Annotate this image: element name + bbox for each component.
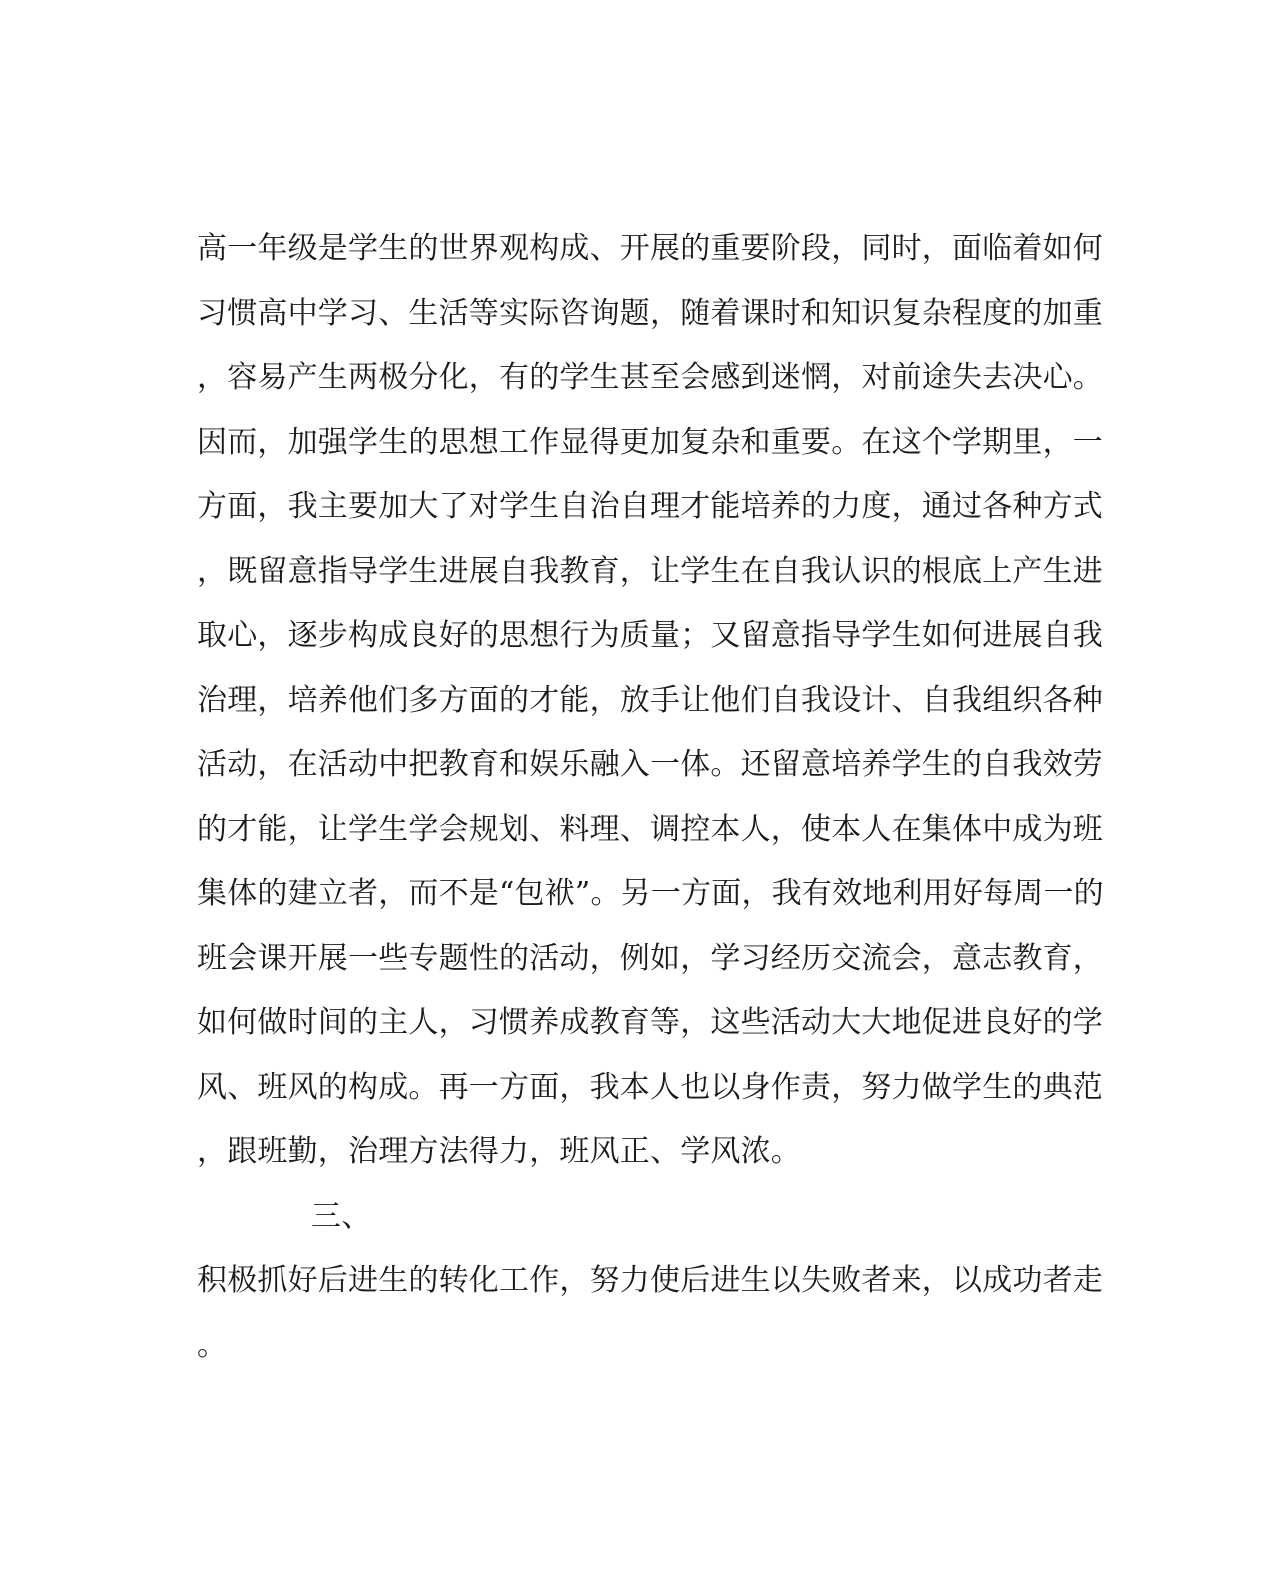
text-line: 活动，在活动中把教育和娱乐融入一体。还留意培养学生的自我效劳 [197, 747, 1103, 782]
text-line: 习惯高中学习、生活等实际咨询题，随着课时和知识复杂程度的加重 [197, 295, 1103, 331]
body-text [197, 225, 1104, 1386]
text-line: ，跟班勤，治理方法得力，班风正、学风浓。 [197, 1134, 801, 1169]
text-line: 风、班风的构成。再一方面，我本人也以身作责，努力做学生的典范 [197, 1069, 1103, 1105]
text-line: 集体的建立者，而不是“包袱”。另一方面，我有效地利用好每周一的 [197, 876, 1104, 911]
text-line: 方面，我主要加大了对学生自治自理才能培养的力度，通过各种方式 [197, 489, 1103, 524]
text-line: ，既留意指导学生进展自我教育，让学生在自我认识的根底上产生进 [197, 553, 1103, 589]
text-line: 治理，培养他们多方面的才能，放手让他们自我设计、自我组织各种 [197, 682, 1103, 718]
text-line: 如何做时间的主人，习惯养成教育等，这些活动大大地促进良好的学 [197, 1005, 1103, 1040]
text-line: 积极抓好后进生的转化工作，努力使后进生以失败者来，以成功者走 [197, 1263, 1103, 1298]
text-line: 班会课开展一些专题性的活动，例如，学习经历交流会，意志教育， [197, 940, 1103, 976]
text-line: 高一年级是学生的世界观构成、开展的重要阶段，同时，面临着如何 [197, 231, 1103, 266]
text-line: 取心，逐步构成良好的思想行为质量；又留意指导学生如何进展自我 [197, 618, 1103, 653]
section-heading: 三、 [311, 1198, 372, 1234]
text-line: 。 [197, 1327, 228, 1363]
text-line: 因而，加强学生的思想工作显得更加复杂和重要。在这个学期里，一 [197, 424, 1103, 460]
text-line: ，容易产生两极分化，有的学生甚至会感到迷惘，对前途失去决心。 [197, 360, 1103, 395]
text-line: 的才能，让学生学会规划、料理、调控本人，使本人在集体中成为班 [197, 811, 1103, 847]
